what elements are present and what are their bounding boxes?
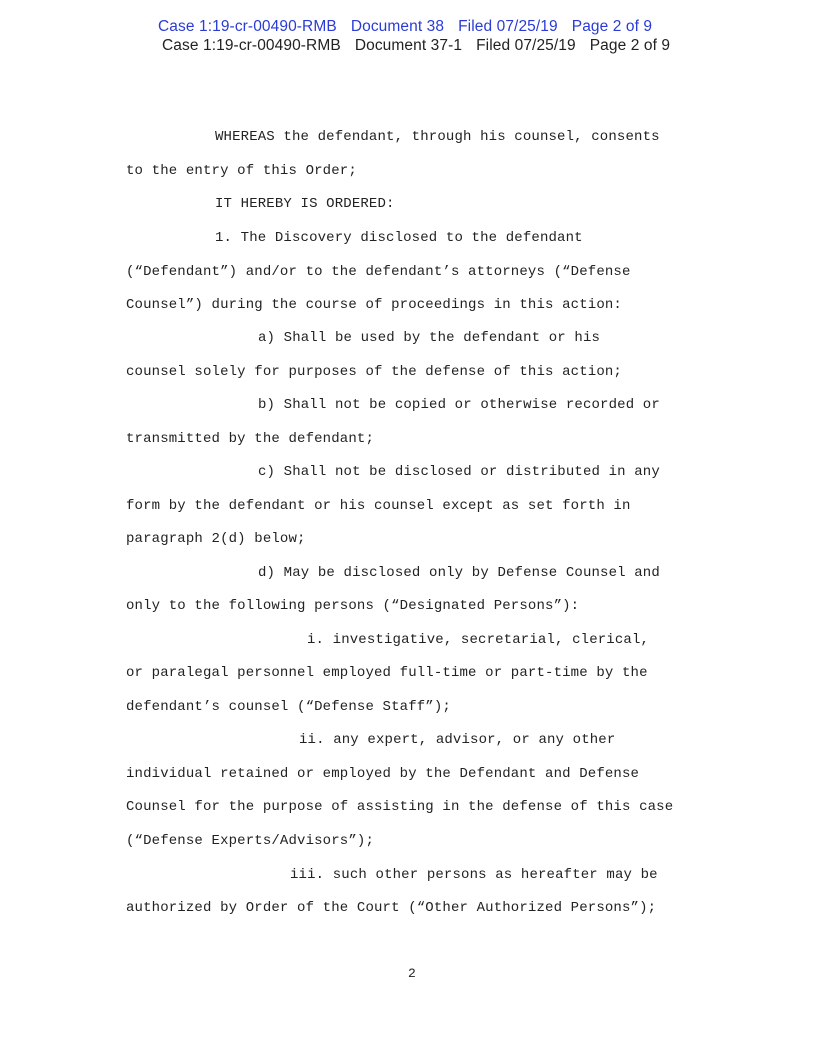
subitem-ii-line-4: (“Defense Experts/Advisors”); [126, 833, 374, 849]
subitem-ii-line-2: individual retained or employed by the Defendant and Defense [126, 766, 640, 782]
item-d-line-1: d) May be disclosed only by Defense Counsel and [258, 565, 660, 581]
subitem-ii-line-1: ii. any expert, advisor, or any other [299, 732, 616, 748]
subitem-iii-line-1: iii. such other persons as hereafter may be [290, 867, 658, 883]
subitem-iii-line-2: authorized by Order of the Court (“Other Authorized Persons”); [126, 900, 657, 916]
subitem-i-line-1: i. investigative, secretarial, clerical, [307, 632, 650, 648]
filed-document-number: Document 38 [350, 18, 445, 35]
item-d-line-2: only to the following persons (“Designated Persons”): [126, 598, 580, 614]
item-b-line-1: b) Shall not be copied or otherwise recorded or [258, 397, 660, 413]
item-c-line-1: c) Shall not be disclosed or distributed in any [258, 464, 660, 480]
item-c-line-2: form by the defendant or his counsel except as set forth in [126, 498, 631, 514]
paragraph-1-line-2: (“Defendant”) and/or to the defendant’s attorneys (“Defense [126, 264, 631, 280]
whereas-clause-line-2: to the entry of this Order; [126, 163, 357, 179]
original-filing-stamp [162, 37, 670, 55]
item-a-line-1: a) Shall be used by the defendant or his [258, 330, 601, 346]
ordered-heading: IT HEREBY IS ORDERED: [215, 196, 395, 212]
court-filed-stamp [158, 18, 652, 36]
original-page-count: Page 2 of 9 [589, 37, 671, 54]
filed-case-number: Case 1:19-cr-00490-RMB [158, 18, 337, 35]
item-a-line-2: counsel solely for purposes of the defense of this action; [126, 364, 622, 380]
subitem-i-line-3: defendant’s counsel (“Defense Staff”); [126, 699, 451, 715]
filed-page-count: Page 2 of 9 [571, 18, 653, 35]
subitem-ii-line-3: Counsel for the purpose of assisting in the defense of this case [126, 799, 674, 815]
original-document-number: Document 37-1 [354, 37, 463, 54]
whereas-clause-line-1: WHEREAS the defendant, through his counsel, consents [215, 129, 660, 145]
subitem-i-line-2: or paralegal personnel employed full-time or part-time by the [126, 665, 648, 681]
item-b-line-2: transmitted by the defendant; [126, 431, 374, 447]
paragraph-1-line-1: 1. The Discovery disclosed to the defendant [215, 230, 583, 246]
paragraph-1-line-3: Counsel”) during the course of proceedings in this action: [126, 297, 622, 313]
original-filed-date: Filed 07/25/19 [476, 37, 576, 54]
item-c-line-3: paragraph 2(d) below; [126, 531, 306, 547]
page-number: 2 [408, 966, 416, 981]
filed-date: Filed 07/25/19 [458, 18, 558, 35]
original-case-number: Case 1:19-cr-00490-RMB [162, 37, 341, 54]
